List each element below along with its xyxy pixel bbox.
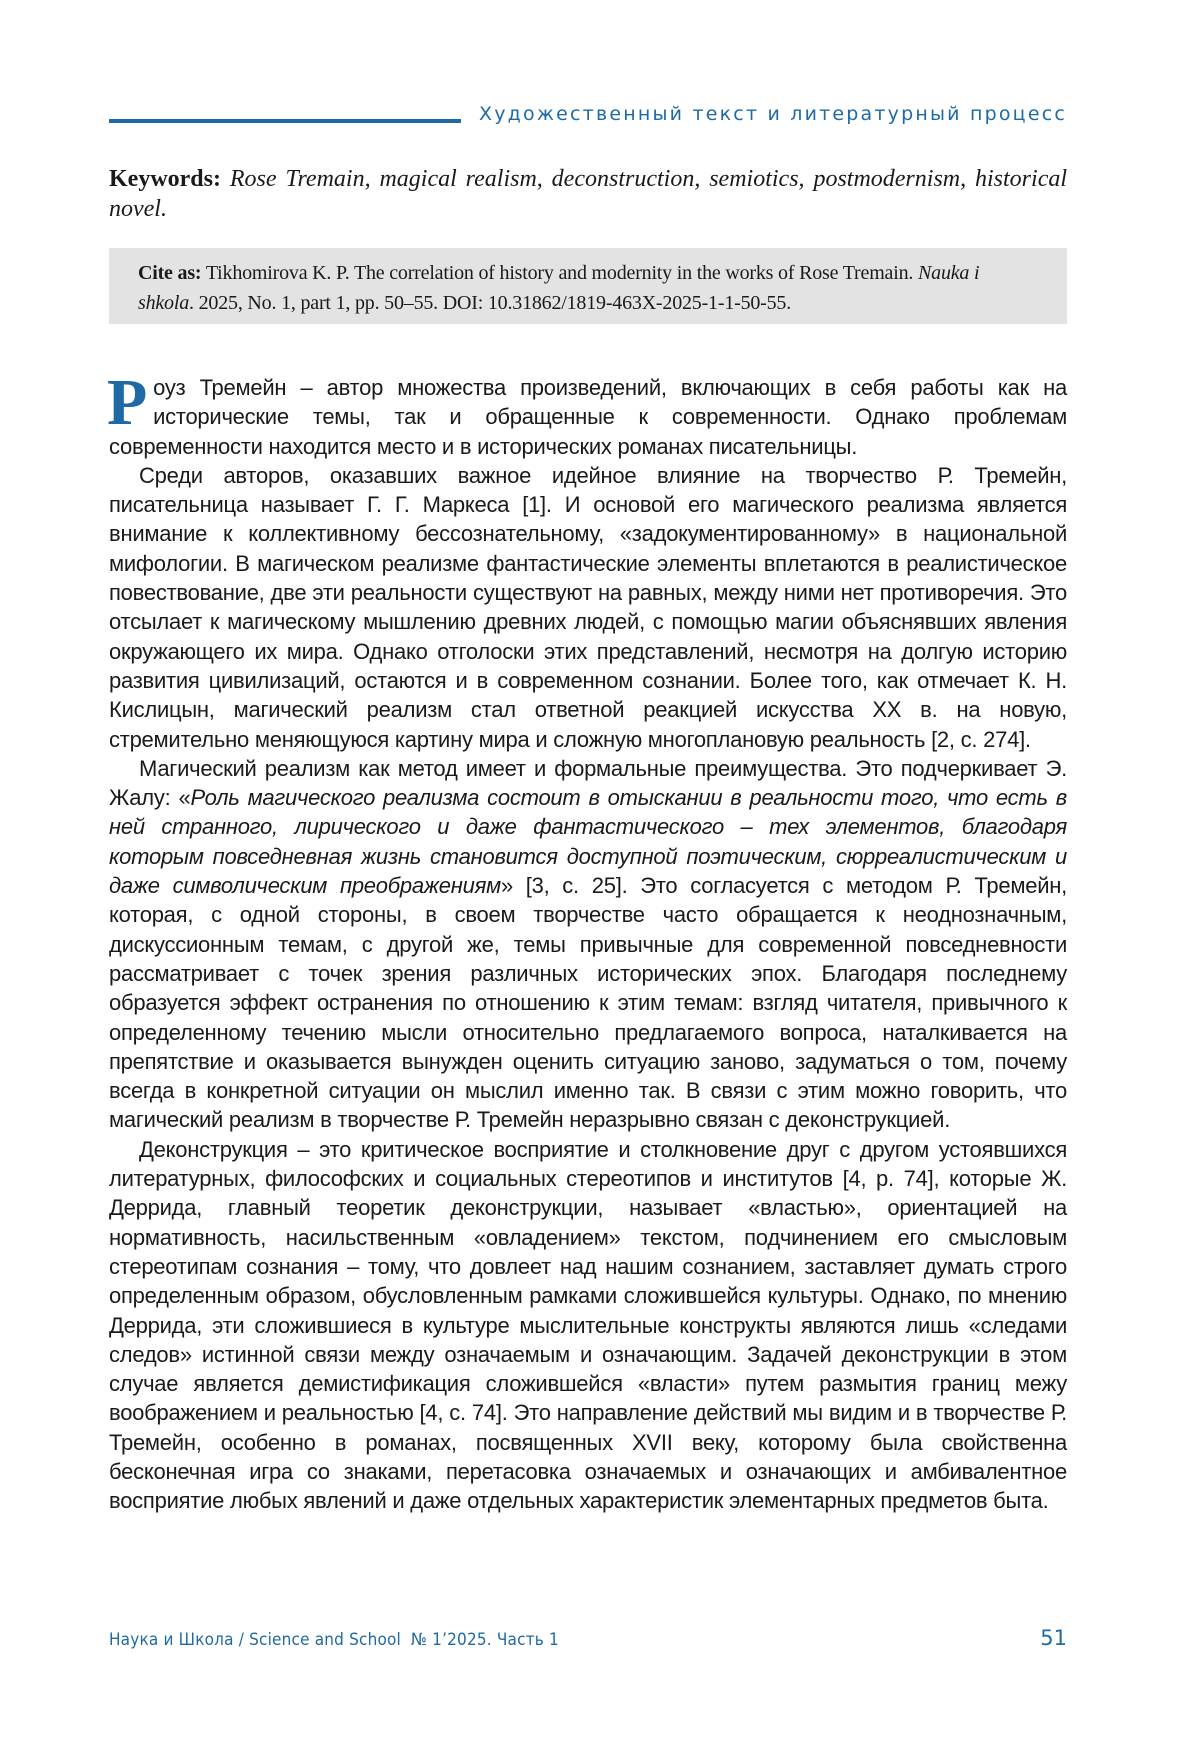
- page-number: 51: [1040, 1626, 1067, 1650]
- paragraph-4: Деконструкция – это критическое восприятие и столкновение друг с другом устоявшихся литературных, философских и социальных стереотипов и институтов [4, p. 74], которые Ж. Деррида, главный теоретик деконструкции, называет «властью», ориентацией на нормативность, насильственным «овладением» текстом, подчинением его смысловым стереотипам сознания – тому, что довлеет над нашим сознанием, заставляет думать строго определенным образом, обусловленным рамками сложившейся культуры. Однако, по мнению Деррида, эти сложившиеся в культуре мыслительные конструкты являются лишь «следами следов» истинной связи между означаемым и означающим. Задачей деконструкции в этом случае является демистификация сложившейся «власти» путем размытия границ межу воображением и реальностью [4, с. 74]. Это направление действий мы видим и в творчестве Р. Тремейн, особенно в романах, посвященных XVII веку, которому была свойственна бесконечная игра со знаками, перетасовка означаемых и означающих и амбивалентное восприятие любых явлений и даже отдельных характеристик элементарных предметов быта.: [109, 1136, 1067, 1514]
- footer-journal-info: Наука и Школа / Science and School № 1’2025. Часть 1: [109, 1630, 559, 1650]
- keywords-label: Keywords:: [109, 166, 221, 192]
- header-rule: [109, 119, 461, 123]
- keywords-text: Rose Tremain, magical realism, deconstruction, semiotics, postmodernism, historical novel.: [109, 166, 1068, 222]
- paragraph-3-end: » [3, с. 25]. Это согласуется с методом Р. Тремейн, которая, с одной стороны, в своем творчестве часто обращается к неоднозначным, дискуссионным темам, с другой же, темы привычные для современной повседневности рассматривает с точек зрения различных исторических эпох. Благодаря последнему образуется эффект остранения по отношению к этим темам: взгляд читателя, привычного к определенному течению мысли относительно предлагаемого вопроса, наталкивается на препятствие и оказывается вынужден оценить ситуацию заново, задуматься о том, почему всегда в конкретной ситуации он мыслил именно так. В связи с этим можно говорить, что магический реализм в творчестве Р. Тремейн неразрывно связан с деконструкцией.: [109, 873, 1068, 1133]
- cite-details: . 2025, No. 1, part 1, pp. 50–55. DOI: 10.31862/1819-463X-2025-1-1-50-55.: [189, 292, 792, 314]
- paragraph-3: [109, 754, 1067, 1135]
- paragraph-3-start: Магический реализм как метод имеет и формальные преимущества. Это подчеркивает Э. Жалу: «: [109, 755, 1067, 811]
- paragraph-3-quote: Роль магического реализма состоит в отыскании в реальности того, что есть в ней странного, лирического и даже фантастического – тех элементов, благодаря которым повседневная жизнь становится доступной поэтическим, сюрреалистическим и даже символическим преображениям: [109, 785, 1068, 899]
- cite-as-box: [109, 248, 1067, 324]
- cite-authors-title: Tikhomirova K. P. The correlation of history and modernity in the works of Rose Tremain.: [205, 262, 914, 284]
- cite-label: Cite as:: [138, 262, 202, 284]
- paragraph-1: [107, 366, 1067, 461]
- running-header-title: Художественный текст и литературный процесс: [479, 103, 1067, 125]
- article-body: [107, 366, 1068, 1516]
- drop-cap: Р: [107, 366, 148, 439]
- paragraph-1-text: оуз Тремейн – автор множества произведений, включающих в себя работы как на исторические темы, так и обращенные к современности. Однако проблемам современности находится место и в исторических романах писательницы.: [109, 375, 1067, 459]
- paragraph-2: Среди авторов, оказавших важное идейное влияние на творчество Р. Тремейн, писательница называет Г. Г. Маркеса [1]. И основой его магического реализма является внимание к коллективному бессознательному, «задокументированному» в национальной мифологии. В магическом реализме фантастические элементы вплетаются в реалистическое повествование, две эти реальности существуют на равных, между ними нет противоречия. Это отсылает к магическому мышлению древних людей, с помощью магии объяснявших явления окружающего их мира. Однако отголоски этих представлений, несмотря на долгую историю развития цивилизаций, остаются и в современном сознании. Более того, как отмечает К. Н. Кислицын, магический реализм стал ответной реакцией искусства XX в. на новую, стремительно меняющуюся картину мира и сложную многоплановую реальность [2, с. 274].: [109, 462, 1067, 752]
- cite-journal: Nauka i shkola: [138, 262, 980, 314]
- keywords-block: [109, 164, 1067, 224]
